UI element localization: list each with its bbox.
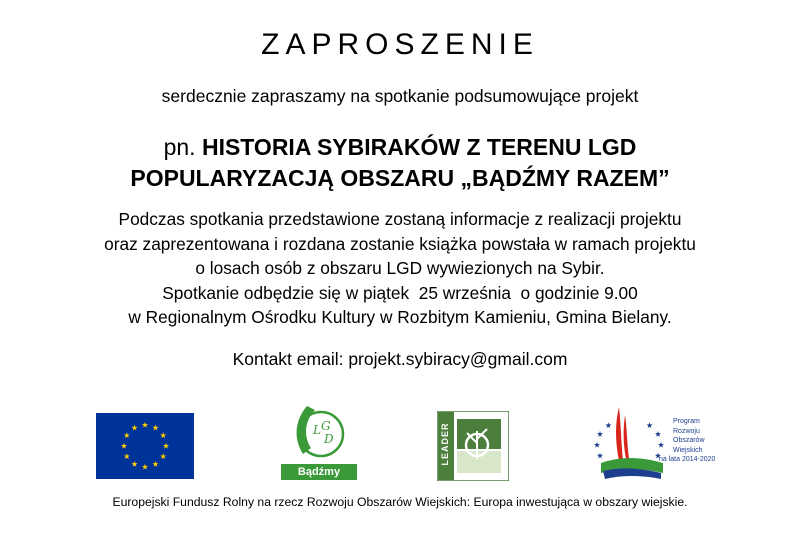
body-line: o losach osób z obszaru LGD wywiezionych na Sybir. [195, 258, 605, 278]
svg-text:D: D [324, 432, 334, 446]
body-line: w Regionalnym Ośrodku Kultury w Rozbitym Kamieniu, Gmina Bielany. [128, 307, 672, 327]
prow-logo [589, 401, 719, 483]
body-line: Podczas spotkania przedstawione zostaną informacje z realizacji projektu [118, 209, 682, 229]
project-title-line2: POPULARYZACJĄ OBSZARU „BĄDŹMY RAZEM” [130, 165, 670, 191]
eu-flag-icon [96, 413, 194, 479]
prow-star [597, 431, 603, 437]
invitation-title: ZAPROSZENIE [261, 28, 539, 61]
project-title-line1: HISTORIA SYBIRAKÓW Z TERENU LGD [201, 134, 637, 160]
prow-star [647, 422, 653, 428]
prow-star [594, 442, 600, 448]
svg-text:L: L [313, 423, 321, 437]
body-line: oraz zaprezentowana i rozdana zostanie książka powstała w ramach projektu [104, 233, 696, 254]
prow-text-line: Wiejskich [673, 446, 703, 454]
prow-star [658, 442, 664, 448]
project-name [0, 132, 800, 194]
prow-star [605, 422, 611, 428]
body-line: Spotkanie odbędzie się w piątek 25 września o godzinie 9.00 [162, 282, 638, 303]
prow-logo-text [659, 417, 716, 465]
lgd-badzmy-razem-logo [277, 402, 361, 492]
prow-star [655, 431, 661, 437]
project-prefix: pn. [163, 134, 196, 160]
footer-text: Europejski Fundusz Rolny na rzecz Rozwoju Obszarów Wiejskich: Europa inwestująca w obszary wiejskie. [112, 495, 688, 509]
invitation-subtitle: serdecznie zapraszamy na spotkanie podsumowujące projekt [161, 86, 639, 106]
lgd-logo-text: Bądźmy Razem [297, 466, 341, 492]
prow-star [597, 453, 603, 459]
prow-text-line: Obszarów [673, 437, 705, 444]
leader-logo [437, 411, 509, 481]
invitation-body [0, 207, 800, 330]
prow-text-line: Program [673, 418, 700, 425]
prow-text-line: na lata 2014-2020 [659, 456, 716, 463]
prow-text-line: Rozwoju [673, 427, 700, 435]
contact-email: Kontakt email: projekt.sybiracy@gmail.com [232, 349, 568, 369]
svg-text:G: G [321, 419, 331, 433]
leader-logo-text: LEADER [440, 422, 450, 466]
